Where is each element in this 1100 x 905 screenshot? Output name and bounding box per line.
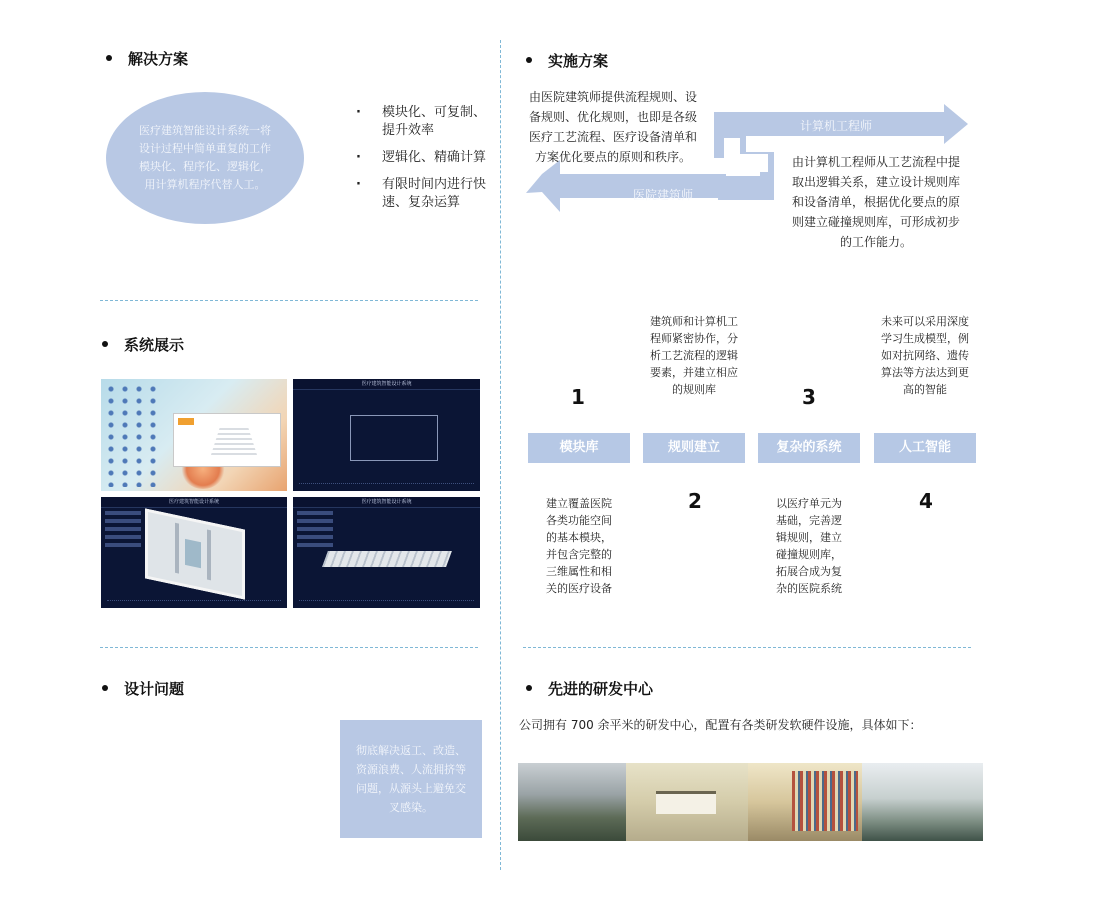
bullet-text: 模块化、可复制、提升效率 [382, 105, 487, 138]
research-center-heading [526, 678, 653, 699]
app-logo [178, 418, 194, 425]
solution-ellipse [106, 92, 304, 224]
design-problem-box [340, 720, 482, 838]
screenshot-room-model [101, 497, 287, 608]
bullet-dot [106, 55, 112, 61]
side-panel [297, 511, 333, 547]
system-display-heading-text: 系统展示 [124, 336, 185, 354]
divider-right-2 [523, 647, 971, 648]
list-item [356, 149, 496, 167]
desktop-icons [104, 383, 160, 487]
step-3-description: 以医疗单元为基础，完善逻辑规则，建立碰撞规则库，拓展合成为复杂的医院系统 [776, 497, 842, 595]
bullet-text: 有限时间内进行快速、复杂运算 [382, 177, 487, 210]
divider-left-1 [100, 300, 478, 301]
vertical-divider [500, 40, 501, 870]
solution-bullet-list [356, 104, 496, 221]
implementation-left-text: 由医院建筑师提供流程规则、设备规则、优化规则，也即是各级医疗工艺流程、医疗设备清单和方案优化要点的原则和秩序。 [528, 90, 697, 164]
equipment-desk [656, 791, 716, 814]
room-model [145, 508, 245, 599]
research-center-photo-strip [518, 763, 983, 841]
design-problem-heading [102, 678, 184, 699]
screenshot-corridor-model [293, 497, 480, 608]
timeline-ruler [107, 600, 281, 604]
bullet-dot [526, 685, 532, 691]
bullet-dot [526, 57, 532, 63]
photo-open-office [518, 763, 626, 841]
research-center-heading-text: 先进的研发中心 [548, 680, 654, 698]
screenshot-desktop [101, 379, 287, 491]
step-1-box: 模块库 [528, 433, 630, 463]
screenshot-title: 医疗建筑智能设计系统 [293, 497, 480, 508]
arrow-left-label: 医院建筑师 [633, 188, 694, 202]
room-bed [185, 539, 201, 568]
bullet-dot [102, 685, 108, 691]
research-center-intro: 公司拥有 700 余平米的研发中心，配置有各类研发软硬件设施，具体如下： [519, 718, 922, 732]
step-1-number: 1 [571, 385, 585, 409]
system-display-heading [102, 334, 184, 355]
arrow-right-label: 计算机工程师 [800, 119, 873, 133]
list-item [356, 104, 496, 140]
timeline-ruler [299, 600, 474, 604]
list-item [356, 176, 496, 212]
arrow-left-shape [526, 160, 726, 212]
side-panel [105, 511, 141, 547]
bookshelf [792, 771, 858, 831]
screenshot-system-blank [293, 379, 480, 491]
solution-ellipse-text: 医疗建筑智能设计系统一将设计过程中简单重复的工作模块化、程序化、逻辑化，用计算机程序代替人工。 [139, 124, 271, 191]
design-problem-text: 彻底解决返工、改造、资源浪费、人流拥挤等问题，从源头上避免交叉感染。 [356, 744, 466, 814]
step-2-number: 2 [688, 489, 702, 513]
step-2-box: 规则建立 [643, 433, 745, 463]
step-4-box: 人工智能 [874, 433, 976, 463]
step-3-number: 3 [802, 385, 816, 409]
solution-heading [106, 48, 188, 69]
photo-library [748, 763, 862, 841]
step-4-number: 4 [919, 489, 933, 513]
app-dialog [173, 413, 281, 467]
solution-heading-text: 解决方案 [128, 50, 189, 68]
app-dialog-stack [210, 428, 258, 458]
step-3-box: 复杂的系统 [758, 433, 860, 463]
screenshot-title: 医疗建筑智能设计系统 [101, 497, 287, 508]
photo-lab-equipment [626, 763, 748, 841]
divider-left-2 [100, 647, 478, 648]
step-1-description: 建立覆盖医院各类功能空间的基本模块，并包含完整的三维属性和相关的医疗设备 [546, 497, 612, 595]
implementation-heading-text: 实施方案 [548, 52, 609, 70]
bullet-text: 逻辑化、精确计算 [382, 150, 487, 165]
implementation-heading [526, 50, 608, 71]
bullet-dot [102, 341, 108, 347]
room-wall [207, 530, 211, 581]
viewport-frame [350, 415, 438, 461]
room-wall [175, 523, 179, 574]
step-4-description: 未来可以采用深度学习生成模型，例如对抗网络、遗传算法等方法达到更高的智能 [881, 315, 969, 396]
design-problem-heading-text: 设计问题 [124, 680, 185, 698]
timeline-ruler [299, 483, 474, 487]
step-2-description: 建筑师和计算机工程师紧密协作，分析工艺流程的逻辑要素，并建立相应的规则库 [650, 315, 738, 396]
screenshot-title: 医疗建筑智能设计系统 [293, 379, 480, 390]
implementation-right-text: 由计算机工程师从工艺流程中提取出逻辑关系，建立设计规则库和设备清单，根据优化要点的原则建立碰撞规则库，可形成初步的工作能力。 [791, 155, 960, 249]
photo-panorama-office [862, 763, 983, 841]
corridor-model [322, 551, 452, 567]
